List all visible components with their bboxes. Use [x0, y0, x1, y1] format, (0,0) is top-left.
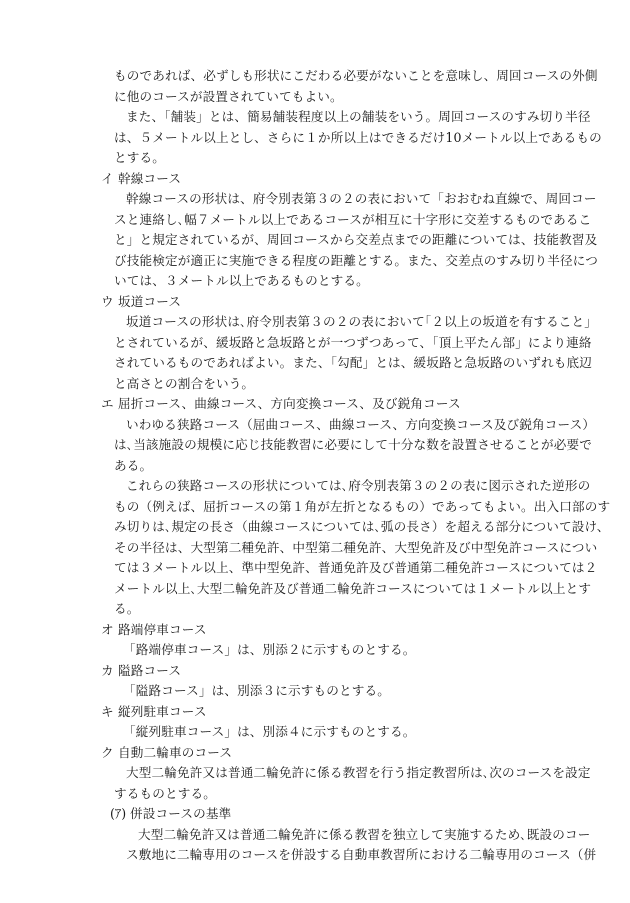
section-heading: 隘路コース — [118, 663, 182, 678]
paragraph-line: いわゆる狭路コース（屈曲コース、曲線コース、方向変換コース及び鋭角コース） — [126, 417, 596, 432]
paragraph-line: これらの狭路コースの形状については､府令別表第３の２の表に図示された逆形の — [126, 478, 591, 493]
paragraph-line: は､当該施設の規模に応じ技能教習に必要にして十分な数を設置させることが必要で — [114, 437, 592, 452]
paragraph-line: その半径は、大型第二種免許、中型第二種免許、大型免許及び中型免許コースについ — [114, 540, 598, 555]
paragraph-line: ては３メートル以上、準中型免許、普通免許及び普通第二種免許コースについては２ — [114, 560, 598, 575]
paragraph-line: いては、３メートル以上であるものとする。 — [114, 273, 369, 288]
paragraph-line: み切りは､規定の長さ（曲線コースについては､弧の長さ）を超える部分について設け、 — [114, 519, 610, 534]
section-heading: 自動二輪車のコース — [118, 745, 233, 760]
paragraph-line: ある。 — [114, 458, 153, 473]
paragraph-line: スと連絡し､幅７メートル以上であるコースが相互に十字形に交差するものであるこ — [114, 212, 592, 227]
paragraph-line: び技能検定が適正に実施できる程度の距離とする。また、交差点のすみ切り半径につ — [114, 253, 599, 268]
section-heading: 坂道コース — [118, 294, 182, 309]
paragraph-line: されているものであればよい。また、「勾配」とは、緩坂路と急坂路のいずれも底辺 — [114, 355, 592, 370]
paragraph-line: と」と規定されているが、周回コースから交差点までの距離については、技能教習及 — [114, 232, 598, 247]
paragraph-line: ス敷地に二輪専用のコースを併設する自動車教習所における二輪専用のコース（併 — [126, 847, 597, 862]
section-marker: キ — [101, 704, 114, 719]
paragraph-line: メートル以上､大型二輪免許及び普通二輪免許コースについては１メートル以上とす — [114, 581, 592, 596]
paragraph-line: とする。 — [114, 150, 165, 165]
section-heading: 併設コースの基準 — [130, 806, 232, 821]
paragraph-line: に他のコースが設置されていてもよい。 — [114, 89, 343, 104]
section-marker: ク — [101, 745, 114, 760]
paragraph-line: 「路端停車コース」は、別添２に示すものとする。 — [123, 642, 416, 657]
paragraph-line: するものとする。 — [114, 786, 216, 801]
paragraph-line: ものであれば、必ずしも形状にこだわる必要がないことを意味し、周回コースの外側 — [114, 68, 598, 83]
section-marker: (ｱ) — [110, 806, 127, 821]
paragraph-line: 坂道コースの形状は､府令別表第３の２の表において｢２以上の坂道を有すること｣ — [126, 314, 591, 329]
section-marker: オ — [101, 622, 114, 637]
section-heading: 幹線コース — [118, 171, 182, 186]
section-marker: ウ — [101, 294, 114, 309]
paragraph-line: 「隘路コース」は、別添３に示すものとする。 — [123, 683, 390, 698]
paragraph-line: 大型二輪免許又は普通二輪免許に係る教習を独立して実施するため､既設のコー — [138, 827, 591, 842]
paragraph-line: 幹線コースの形状は、府令別表第３の２の表において「おおむね直線で、周回コー — [126, 191, 597, 206]
section-heading: 縦列駐車コース — [118, 704, 207, 719]
paragraph-line: と高さとの割合をいう。 — [114, 376, 255, 391]
section-marker: カ — [101, 663, 114, 678]
paragraph-line: もの（例えば、屈折コースの第１角が左折となるもの）であってもよい。出入口部のす — [114, 499, 611, 514]
paragraph-line: 「縦列駐車コース」は、別添４に示すものとする。 — [123, 724, 416, 739]
paragraph-line: る。 — [114, 601, 140, 616]
paragraph-line: また、「舗装」とは、簡易舗装程度以上の舗装をいう。周回コースのすみ切り半径 — [126, 109, 591, 124]
section-heading: 屈折コース、曲線コース、方向変換コース、及び鋭角コース — [118, 396, 461, 411]
section-marker: イ — [101, 171, 114, 186]
paragraph-line: とされているが、緩坂路と急坂路とが一つずつあって、「頂上平たん部」により連絡 — [114, 335, 592, 350]
section-heading: 路端停車コース — [118, 622, 207, 637]
paragraph-line: 大型二輪免許又は普通二輪免許に係る教習を行う指定教習所は､次のコースを設定 — [126, 765, 591, 780]
section-marker: エ — [101, 396, 114, 411]
paragraph-line: は、５メートル以上とし、さらに１か所以上はできるだけ10メートル以上であるもの — [114, 130, 602, 145]
